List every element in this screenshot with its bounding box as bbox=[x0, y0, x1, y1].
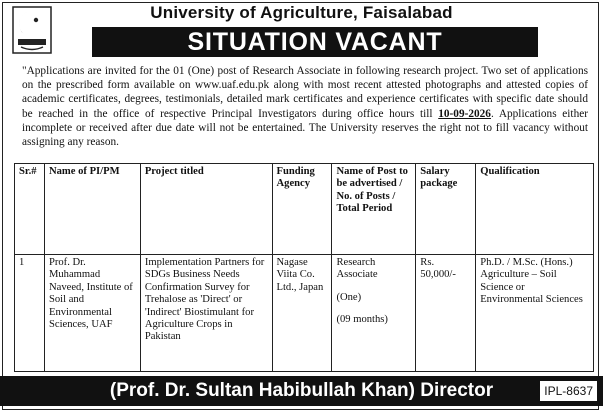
signatory-name: (Prof. Dr. Sultan Habibullah Khan) Director bbox=[109, 380, 494, 401]
header-sr: Sr.# bbox=[15, 164, 45, 255]
cell-pi: Prof. Dr. Muhammad Naveed, Institute of Soil and Environmental Sciences, UAF bbox=[44, 255, 140, 372]
cell-qualification: Ph.D. / M.Sc. (Hons.) Agriculture – Soil Science or Environmental Sciences bbox=[476, 255, 594, 372]
intro-paragraph bbox=[22, 64, 588, 149]
post-title: Research Associate bbox=[336, 257, 378, 281]
intro-text: "Applications are invited for the 01 (One) post of Research Associate in following research project. Two set of applications on the prescribed form available on www.uaf.edu.pk along with most recent attested photographs and attested copies of academic certificates, degrees, testimonials, detailed mark certificates and experience certificates with specific date should be reached in the office of respective Principal Investigators during office hours till bbox=[22, 65, 588, 120]
header-pi: Name of PI/PM bbox=[44, 164, 140, 255]
header-salary: Salary package bbox=[416, 164, 476, 255]
cell-project: Implementation Partners for SDGs Business Needs Confirmation Survey for Trehalose as 'Direct' or 'Indirect' Biostimulant for Agriculture Crops in Pakistan bbox=[140, 255, 272, 372]
deadline-date: 10-09-2026 bbox=[438, 107, 491, 120]
table-header-row bbox=[15, 164, 594, 255]
cell-sr: 1 bbox=[15, 255, 45, 372]
table-row bbox=[15, 255, 594, 372]
intro-text-end: . Applications either incomplete or received after due date will not be entertained. The University reserves the right not to fill vacancy without assigning any reason. bbox=[22, 107, 588, 149]
cell-post bbox=[332, 255, 416, 372]
header-project: Project titled bbox=[140, 164, 272, 255]
university-name: University of Agriculture, Faisalabad bbox=[150, 3, 453, 22]
cell-salary: Rs. 50,000/- bbox=[416, 255, 476, 372]
header-agency: Funding Agency bbox=[272, 164, 332, 255]
situation-vacant-banner: SITUATION VACANT bbox=[92, 27, 538, 57]
post-count: (One) bbox=[336, 291, 362, 303]
cell-agency: Nagase Viita Co. Ltd., Japan bbox=[272, 255, 332, 372]
post-period: (09 months) bbox=[336, 314, 388, 326]
header-post: Name of Post to be advertised / No. of Posts / Total Period bbox=[332, 164, 416, 255]
vacancy-table bbox=[14, 163, 594, 372]
reference-number: IPL-8637 bbox=[540, 381, 597, 401]
header-qualification: Qualification bbox=[476, 164, 594, 255]
